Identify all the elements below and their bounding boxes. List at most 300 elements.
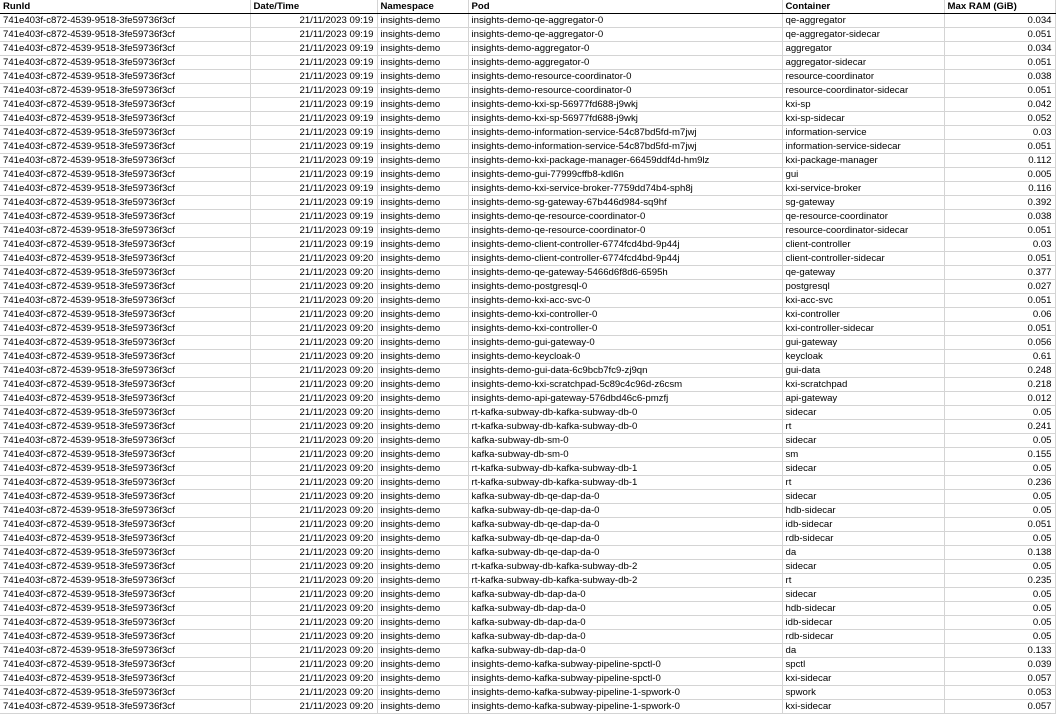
cell-runid[interactable]: 741e403f-c872-4539-9518-3fe59736f3cf: [0, 98, 250, 112]
cell-pod[interactable]: insights-demo-kxi-acc-svc-0: [468, 294, 782, 308]
cell-namespace[interactable]: insights-demo: [377, 350, 468, 364]
cell-pod[interactable]: rt-kafka-subway-db-kafka-subway-db-0: [468, 420, 782, 434]
cell-runid[interactable]: 741e403f-c872-4539-9518-3fe59736f3cf: [0, 112, 250, 126]
cell-max-ram[interactable]: 0.241: [944, 420, 1055, 434]
cell-container[interactable]: sidecar: [782, 588, 944, 602]
cell-namespace[interactable]: insights-demo: [377, 560, 468, 574]
cell-runid[interactable]: 741e403f-c872-4539-9518-3fe59736f3cf: [0, 140, 250, 154]
cell-container[interactable]: resource-coordinator-sidecar: [782, 224, 944, 238]
cell-namespace[interactable]: insights-demo: [377, 364, 468, 378]
cell-pod[interactable]: insights-demo-kxi-service-broker-7759dd74b4-sph8j: [468, 182, 782, 196]
cell-namespace[interactable]: insights-demo: [377, 224, 468, 238]
cell-pod[interactable]: kafka-subway-db-qe-dap-da-0: [468, 546, 782, 560]
cell-namespace[interactable]: insights-demo: [377, 574, 468, 588]
cell-container[interactable]: postgresql: [782, 280, 944, 294]
cell-namespace[interactable]: insights-demo: [377, 700, 468, 714]
cell-datetime[interactable]: 21/11/2023 09:19: [250, 126, 377, 140]
cell-datetime[interactable]: 21/11/2023 09:20: [250, 490, 377, 504]
cell-runid[interactable]: 741e403f-c872-4539-9518-3fe59736f3cf: [0, 294, 250, 308]
cell-container[interactable]: kxi-controller-sidecar: [782, 322, 944, 336]
cell-pod[interactable]: insights-demo-kafka-subway-pipeline-spctl-0: [468, 658, 782, 672]
cell-runid[interactable]: 741e403f-c872-4539-9518-3fe59736f3cf: [0, 210, 250, 224]
cell-max-ram[interactable]: 0.05: [944, 434, 1055, 448]
cell-container[interactable]: qe-aggregator: [782, 14, 944, 28]
cell-max-ram[interactable]: 0.034: [944, 14, 1055, 28]
cell-container[interactable]: kxi-sidecar: [782, 700, 944, 714]
cell-datetime[interactable]: 21/11/2023 09:20: [250, 616, 377, 630]
cell-runid[interactable]: 741e403f-c872-4539-9518-3fe59736f3cf: [0, 630, 250, 644]
cell-pod[interactable]: insights-demo-resource-coordinator-0: [468, 70, 782, 84]
cell-datetime[interactable]: 21/11/2023 09:20: [250, 434, 377, 448]
cell-namespace[interactable]: insights-demo: [377, 266, 468, 280]
cell-max-ram[interactable]: 0.051: [944, 518, 1055, 532]
cell-container[interactable]: api-gateway: [782, 392, 944, 406]
cell-pod[interactable]: insights-demo-kxi-scratchpad-5c89c4c96d-z6csm: [468, 378, 782, 392]
cell-runid[interactable]: 741e403f-c872-4539-9518-3fe59736f3cf: [0, 644, 250, 658]
cell-pod[interactable]: insights-demo-information-service-54c87bd5fd-m7jwj: [468, 140, 782, 154]
cell-namespace[interactable]: insights-demo: [377, 476, 468, 490]
cell-datetime[interactable]: 21/11/2023 09:19: [250, 210, 377, 224]
cell-namespace[interactable]: insights-demo: [377, 252, 468, 266]
cell-container[interactable]: da: [782, 546, 944, 560]
cell-runid[interactable]: 741e403f-c872-4539-9518-3fe59736f3cf: [0, 168, 250, 182]
cell-runid[interactable]: 741e403f-c872-4539-9518-3fe59736f3cf: [0, 364, 250, 378]
cell-namespace[interactable]: insights-demo: [377, 238, 468, 252]
cell-datetime[interactable]: 21/11/2023 09:19: [250, 70, 377, 84]
cell-namespace[interactable]: insights-demo: [377, 546, 468, 560]
cell-max-ram[interactable]: 0.61: [944, 350, 1055, 364]
cell-namespace[interactable]: insights-demo: [377, 336, 468, 350]
cell-max-ram[interactable]: 0.038: [944, 70, 1055, 84]
cell-datetime[interactable]: 21/11/2023 09:19: [250, 84, 377, 98]
cell-container[interactable]: kxi-scratchpad: [782, 378, 944, 392]
cell-namespace[interactable]: insights-demo: [377, 322, 468, 336]
cell-max-ram[interactable]: 0.235: [944, 574, 1055, 588]
cell-container[interactable]: kxi-sidecar: [782, 672, 944, 686]
cell-pod[interactable]: insights-demo-kxi-sp-56977fd688-j9wkj: [468, 112, 782, 126]
cell-pod[interactable]: kafka-subway-db-dap-da-0: [468, 630, 782, 644]
cell-max-ram[interactable]: 0.051: [944, 294, 1055, 308]
cell-namespace[interactable]: insights-demo: [377, 140, 468, 154]
cell-container[interactable]: resource-coordinator-sidecar: [782, 84, 944, 98]
cell-datetime[interactable]: 21/11/2023 09:20: [250, 392, 377, 406]
cell-container[interactable]: kxi-service-broker: [782, 182, 944, 196]
cell-container[interactable]: qe-aggregator-sidecar: [782, 28, 944, 42]
header-runid[interactable]: RunId: [0, 0, 250, 14]
cell-container[interactable]: rt: [782, 420, 944, 434]
cell-datetime[interactable]: 21/11/2023 09:20: [250, 252, 377, 266]
cell-runid[interactable]: 741e403f-c872-4539-9518-3fe59736f3cf: [0, 560, 250, 574]
cell-runid[interactable]: 741e403f-c872-4539-9518-3fe59736f3cf: [0, 434, 250, 448]
cell-runid[interactable]: 741e403f-c872-4539-9518-3fe59736f3cf: [0, 224, 250, 238]
cell-pod[interactable]: insights-demo-qe-gateway-5466d6f8d6-6595h: [468, 266, 782, 280]
cell-namespace[interactable]: insights-demo: [377, 672, 468, 686]
cell-datetime[interactable]: 21/11/2023 09:20: [250, 308, 377, 322]
cell-namespace[interactable]: insights-demo: [377, 168, 468, 182]
cell-container[interactable]: aggregator-sidecar: [782, 56, 944, 70]
cell-pod[interactable]: insights-demo-aggregator-0: [468, 56, 782, 70]
cell-max-ram[interactable]: 0.155: [944, 448, 1055, 462]
cell-pod[interactable]: insights-demo-client-controller-6774fcd4bd-9p44j: [468, 252, 782, 266]
cell-runid[interactable]: 741e403f-c872-4539-9518-3fe59736f3cf: [0, 14, 250, 28]
cell-max-ram[interactable]: 0.05: [944, 406, 1055, 420]
cell-namespace[interactable]: insights-demo: [377, 588, 468, 602]
cell-pod[interactable]: insights-demo-client-controller-6774fcd4bd-9p44j: [468, 238, 782, 252]
cell-runid[interactable]: 741e403f-c872-4539-9518-3fe59736f3cf: [0, 700, 250, 714]
cell-runid[interactable]: 741e403f-c872-4539-9518-3fe59736f3cf: [0, 574, 250, 588]
cell-max-ram[interactable]: 0.051: [944, 84, 1055, 98]
cell-container[interactable]: aggregator: [782, 42, 944, 56]
cell-datetime[interactable]: 21/11/2023 09:19: [250, 168, 377, 182]
header-max-ram[interactable]: Max RAM (GiB): [944, 0, 1055, 14]
cell-container[interactable]: kxi-sp: [782, 98, 944, 112]
cell-container[interactable]: information-service: [782, 126, 944, 140]
cell-container[interactable]: kxi-acc-svc: [782, 294, 944, 308]
cell-datetime[interactable]: 21/11/2023 09:20: [250, 630, 377, 644]
cell-runid[interactable]: 741e403f-c872-4539-9518-3fe59736f3cf: [0, 350, 250, 364]
cell-pod[interactable]: insights-demo-qe-aggregator-0: [468, 14, 782, 28]
cell-pod[interactable]: insights-demo-gui-gateway-0: [468, 336, 782, 350]
cell-namespace[interactable]: insights-demo: [377, 14, 468, 28]
cell-pod[interactable]: insights-demo-keycloak-0: [468, 350, 782, 364]
cell-pod[interactable]: kafka-subway-db-dap-da-0: [468, 588, 782, 602]
cell-runid[interactable]: 741e403f-c872-4539-9518-3fe59736f3cf: [0, 238, 250, 252]
cell-datetime[interactable]: 21/11/2023 09:20: [250, 588, 377, 602]
cell-container[interactable]: idb-sidecar: [782, 518, 944, 532]
cell-datetime[interactable]: 21/11/2023 09:20: [250, 546, 377, 560]
cell-datetime[interactable]: 21/11/2023 09:20: [250, 350, 377, 364]
cell-max-ram[interactable]: 0.012: [944, 392, 1055, 406]
cell-max-ram[interactable]: 0.05: [944, 462, 1055, 476]
cell-container[interactable]: rt: [782, 476, 944, 490]
cell-container[interactable]: hdb-sidecar: [782, 602, 944, 616]
cell-container[interactable]: kxi-sp-sidecar: [782, 112, 944, 126]
cell-namespace[interactable]: insights-demo: [377, 448, 468, 462]
cell-container[interactable]: kxi-controller: [782, 308, 944, 322]
cell-namespace[interactable]: insights-demo: [377, 434, 468, 448]
cell-datetime[interactable]: 21/11/2023 09:20: [250, 280, 377, 294]
cell-max-ram[interactable]: 0.133: [944, 644, 1055, 658]
cell-max-ram[interactable]: 0.051: [944, 140, 1055, 154]
cell-container[interactable]: client-controller-sidecar: [782, 252, 944, 266]
cell-max-ram[interactable]: 0.056: [944, 336, 1055, 350]
cell-pod[interactable]: kafka-subway-db-dap-da-0: [468, 602, 782, 616]
cell-max-ram[interactable]: 0.052: [944, 112, 1055, 126]
cell-runid[interactable]: 741e403f-c872-4539-9518-3fe59736f3cf: [0, 182, 250, 196]
cell-container[interactable]: gui-gateway: [782, 336, 944, 350]
cell-datetime[interactable]: 21/11/2023 09:20: [250, 322, 377, 336]
cell-max-ram[interactable]: 0.051: [944, 28, 1055, 42]
cell-pod[interactable]: insights-demo-kafka-subway-pipeline-spctl-0: [468, 672, 782, 686]
cell-runid[interactable]: 741e403f-c872-4539-9518-3fe59736f3cf: [0, 252, 250, 266]
cell-container[interactable]: sidecar: [782, 434, 944, 448]
cell-runid[interactable]: 741e403f-c872-4539-9518-3fe59736f3cf: [0, 420, 250, 434]
cell-pod[interactable]: insights-demo-qe-aggregator-0: [468, 28, 782, 42]
cell-runid[interactable]: 741e403f-c872-4539-9518-3fe59736f3cf: [0, 42, 250, 56]
cell-namespace[interactable]: insights-demo: [377, 378, 468, 392]
cell-runid[interactable]: 741e403f-c872-4539-9518-3fe59736f3cf: [0, 518, 250, 532]
cell-datetime[interactable]: 21/11/2023 09:20: [250, 406, 377, 420]
cell-container[interactable]: gui-data: [782, 364, 944, 378]
cell-namespace[interactable]: insights-demo: [377, 658, 468, 672]
cell-runid[interactable]: 741e403f-c872-4539-9518-3fe59736f3cf: [0, 70, 250, 84]
cell-datetime[interactable]: 21/11/2023 09:19: [250, 224, 377, 238]
cell-namespace[interactable]: insights-demo: [377, 518, 468, 532]
cell-max-ram[interactable]: 0.112: [944, 154, 1055, 168]
cell-max-ram[interactable]: 0.053: [944, 686, 1055, 700]
cell-runid[interactable]: 741e403f-c872-4539-9518-3fe59736f3cf: [0, 56, 250, 70]
cell-max-ram[interactable]: 0.034: [944, 42, 1055, 56]
cell-max-ram[interactable]: 0.042: [944, 98, 1055, 112]
cell-pod[interactable]: rt-kafka-subway-db-kafka-subway-db-0: [468, 406, 782, 420]
cell-runid[interactable]: 741e403f-c872-4539-9518-3fe59736f3cf: [0, 336, 250, 350]
cell-container[interactable]: kxi-package-manager: [782, 154, 944, 168]
cell-max-ram[interactable]: 0.039: [944, 658, 1055, 672]
cell-max-ram[interactable]: 0.057: [944, 700, 1055, 714]
cell-pod[interactable]: insights-demo-kafka-subway-pipeline-1-spwork-0: [468, 700, 782, 714]
cell-max-ram[interactable]: 0.05: [944, 588, 1055, 602]
cell-datetime[interactable]: 21/11/2023 09:20: [250, 378, 377, 392]
cell-datetime[interactable]: 21/11/2023 09:20: [250, 574, 377, 588]
cell-pod[interactable]: insights-demo-kxi-controller-0: [468, 308, 782, 322]
cell-max-ram[interactable]: 0.027: [944, 280, 1055, 294]
cell-max-ram[interactable]: 0.051: [944, 252, 1055, 266]
cell-max-ram[interactable]: 0.051: [944, 56, 1055, 70]
cell-datetime[interactable]: 21/11/2023 09:20: [250, 560, 377, 574]
cell-namespace[interactable]: insights-demo: [377, 280, 468, 294]
cell-namespace[interactable]: insights-demo: [377, 98, 468, 112]
cell-datetime[interactable]: 21/11/2023 09:20: [250, 644, 377, 658]
cell-container[interactable]: client-controller: [782, 238, 944, 252]
cell-max-ram[interactable]: 0.005: [944, 168, 1055, 182]
cell-pod[interactable]: insights-demo-aggregator-0: [468, 42, 782, 56]
cell-pod[interactable]: insights-demo-resource-coordinator-0: [468, 84, 782, 98]
cell-namespace[interactable]: insights-demo: [377, 308, 468, 322]
cell-datetime[interactable]: 21/11/2023 09:19: [250, 56, 377, 70]
cell-namespace[interactable]: insights-demo: [377, 462, 468, 476]
cell-container[interactable]: sidecar: [782, 490, 944, 504]
cell-container[interactable]: gui: [782, 168, 944, 182]
cell-runid[interactable]: 741e403f-c872-4539-9518-3fe59736f3cf: [0, 406, 250, 420]
cell-max-ram[interactable]: 0.06: [944, 308, 1055, 322]
cell-datetime[interactable]: 21/11/2023 09:19: [250, 98, 377, 112]
cell-runid[interactable]: 741e403f-c872-4539-9518-3fe59736f3cf: [0, 546, 250, 560]
cell-datetime[interactable]: 21/11/2023 09:20: [250, 364, 377, 378]
cell-datetime[interactable]: 21/11/2023 09:20: [250, 294, 377, 308]
cell-datetime[interactable]: 21/11/2023 09:19: [250, 112, 377, 126]
cell-runid[interactable]: 741e403f-c872-4539-9518-3fe59736f3cf: [0, 616, 250, 630]
cell-max-ram[interactable]: 0.377: [944, 266, 1055, 280]
cell-pod[interactable]: kafka-subway-db-sm-0: [468, 448, 782, 462]
cell-runid[interactable]: 741e403f-c872-4539-9518-3fe59736f3cf: [0, 322, 250, 336]
cell-datetime[interactable]: 21/11/2023 09:20: [250, 672, 377, 686]
header-pod[interactable]: Pod: [468, 0, 782, 14]
cell-max-ram[interactable]: 0.051: [944, 224, 1055, 238]
cell-pod[interactable]: insights-demo-information-service-54c87bd5fd-m7jwj: [468, 126, 782, 140]
cell-pod[interactable]: insights-demo-qe-resource-coordinator-0: [468, 210, 782, 224]
cell-namespace[interactable]: insights-demo: [377, 630, 468, 644]
cell-datetime[interactable]: 21/11/2023 09:20: [250, 448, 377, 462]
cell-max-ram[interactable]: 0.236: [944, 476, 1055, 490]
cell-pod[interactable]: insights-demo-gui-data-6c9bcb7fc9-zj9qn: [468, 364, 782, 378]
cell-runid[interactable]: 741e403f-c872-4539-9518-3fe59736f3cf: [0, 448, 250, 462]
cell-datetime[interactable]: 21/11/2023 09:19: [250, 154, 377, 168]
cell-namespace[interactable]: insights-demo: [377, 532, 468, 546]
cell-max-ram[interactable]: 0.05: [944, 560, 1055, 574]
cell-runid[interactable]: 741e403f-c872-4539-9518-3fe59736f3cf: [0, 476, 250, 490]
cell-container[interactable]: resource-coordinator: [782, 70, 944, 84]
cell-container[interactable]: sidecar: [782, 406, 944, 420]
cell-container[interactable]: spwork: [782, 686, 944, 700]
cell-max-ram[interactable]: 0.03: [944, 126, 1055, 140]
cell-namespace[interactable]: insights-demo: [377, 420, 468, 434]
cell-max-ram[interactable]: 0.05: [944, 602, 1055, 616]
cell-max-ram[interactable]: 0.05: [944, 504, 1055, 518]
cell-namespace[interactable]: insights-demo: [377, 392, 468, 406]
cell-namespace[interactable]: insights-demo: [377, 70, 468, 84]
cell-namespace[interactable]: insights-demo: [377, 28, 468, 42]
cell-runid[interactable]: 741e403f-c872-4539-9518-3fe59736f3cf: [0, 462, 250, 476]
cell-runid[interactable]: 741e403f-c872-4539-9518-3fe59736f3cf: [0, 266, 250, 280]
cell-max-ram[interactable]: 0.248: [944, 364, 1055, 378]
cell-datetime[interactable]: 21/11/2023 09:20: [250, 602, 377, 616]
cell-container[interactable]: rdb-sidecar: [782, 532, 944, 546]
cell-pod[interactable]: insights-demo-api-gateway-576dbd46c6-pmzfj: [468, 392, 782, 406]
cell-pod[interactable]: kafka-subway-db-qe-dap-da-0: [468, 504, 782, 518]
cell-container[interactable]: keycloak: [782, 350, 944, 364]
cell-runid[interactable]: 741e403f-c872-4539-9518-3fe59736f3cf: [0, 308, 250, 322]
cell-container[interactable]: hdb-sidecar: [782, 504, 944, 518]
cell-pod[interactable]: insights-demo-postgresql-0: [468, 280, 782, 294]
cell-runid[interactable]: 741e403f-c872-4539-9518-3fe59736f3cf: [0, 196, 250, 210]
cell-namespace[interactable]: insights-demo: [377, 210, 468, 224]
cell-pod[interactable]: rt-kafka-subway-db-kafka-subway-db-2: [468, 560, 782, 574]
cell-runid[interactable]: 741e403f-c872-4539-9518-3fe59736f3cf: [0, 532, 250, 546]
cell-namespace[interactable]: insights-demo: [377, 504, 468, 518]
cell-max-ram[interactable]: 0.138: [944, 546, 1055, 560]
header-namespace[interactable]: Namespace: [377, 0, 468, 14]
cell-datetime[interactable]: 21/11/2023 09:20: [250, 336, 377, 350]
cell-max-ram[interactable]: 0.116: [944, 182, 1055, 196]
header-container[interactable]: Container: [782, 0, 944, 14]
cell-datetime[interactable]: 21/11/2023 09:19: [250, 182, 377, 196]
cell-container[interactable]: information-service-sidecar: [782, 140, 944, 154]
cell-namespace[interactable]: insights-demo: [377, 406, 468, 420]
cell-runid[interactable]: 741e403f-c872-4539-9518-3fe59736f3cf: [0, 280, 250, 294]
cell-namespace[interactable]: insights-demo: [377, 126, 468, 140]
cell-container[interactable]: da: [782, 644, 944, 658]
cell-pod[interactable]: insights-demo-kxi-sp-56977fd688-j9wkj: [468, 98, 782, 112]
cell-pod[interactable]: insights-demo-gui-77999cffb8-kdl6n: [468, 168, 782, 182]
cell-runid[interactable]: 741e403f-c872-4539-9518-3fe59736f3cf: [0, 588, 250, 602]
cell-runid[interactable]: 741e403f-c872-4539-9518-3fe59736f3cf: [0, 672, 250, 686]
cell-container[interactable]: sidecar: [782, 462, 944, 476]
cell-namespace[interactable]: insights-demo: [377, 294, 468, 308]
cell-datetime[interactable]: 21/11/2023 09:20: [250, 462, 377, 476]
cell-namespace[interactable]: insights-demo: [377, 686, 468, 700]
cell-datetime[interactable]: 21/11/2023 09:20: [250, 686, 377, 700]
cell-datetime[interactable]: 21/11/2023 09:20: [250, 518, 377, 532]
cell-runid[interactable]: 741e403f-c872-4539-9518-3fe59736f3cf: [0, 490, 250, 504]
cell-max-ram[interactable]: 0.392: [944, 196, 1055, 210]
cell-container[interactable]: qe-gateway: [782, 266, 944, 280]
cell-namespace[interactable]: insights-demo: [377, 196, 468, 210]
cell-runid[interactable]: 741e403f-c872-4539-9518-3fe59736f3cf: [0, 392, 250, 406]
cell-namespace[interactable]: insights-demo: [377, 616, 468, 630]
cell-max-ram[interactable]: 0.05: [944, 630, 1055, 644]
cell-namespace[interactable]: insights-demo: [377, 154, 468, 168]
cell-namespace[interactable]: insights-demo: [377, 56, 468, 70]
cell-datetime[interactable]: 21/11/2023 09:20: [250, 532, 377, 546]
cell-pod[interactable]: kafka-subway-db-qe-dap-da-0: [468, 490, 782, 504]
cell-max-ram[interactable]: 0.05: [944, 490, 1055, 504]
cell-max-ram[interactable]: 0.03: [944, 238, 1055, 252]
cell-datetime[interactable]: 21/11/2023 09:20: [250, 420, 377, 434]
cell-namespace[interactable]: insights-demo: [377, 602, 468, 616]
cell-max-ram[interactable]: 0.05: [944, 616, 1055, 630]
cell-runid[interactable]: 741e403f-c872-4539-9518-3fe59736f3cf: [0, 658, 250, 672]
cell-namespace[interactable]: insights-demo: [377, 112, 468, 126]
cell-datetime[interactable]: 21/11/2023 09:19: [250, 196, 377, 210]
cell-datetime[interactable]: 21/11/2023 09:20: [250, 266, 377, 280]
cell-container[interactable]: spctl: [782, 658, 944, 672]
cell-namespace[interactable]: insights-demo: [377, 644, 468, 658]
cell-pod[interactable]: rt-kafka-subway-db-kafka-subway-db-1: [468, 476, 782, 490]
cell-runid[interactable]: 741e403f-c872-4539-9518-3fe59736f3cf: [0, 126, 250, 140]
cell-datetime[interactable]: 21/11/2023 09:20: [250, 504, 377, 518]
cell-container[interactable]: rdb-sidecar: [782, 630, 944, 644]
cell-pod[interactable]: kafka-subway-db-dap-da-0: [468, 616, 782, 630]
cell-container[interactable]: qe-resource-coordinator: [782, 210, 944, 224]
header-datetime[interactable]: Date/Time: [250, 0, 377, 14]
cell-pod[interactable]: insights-demo-sg-gateway-67b446d984-sq9hf: [468, 196, 782, 210]
cell-runid[interactable]: 741e403f-c872-4539-9518-3fe59736f3cf: [0, 84, 250, 98]
cell-pod[interactable]: rt-kafka-subway-db-kafka-subway-db-2: [468, 574, 782, 588]
cell-pod[interactable]: rt-kafka-subway-db-kafka-subway-db-1: [468, 462, 782, 476]
cell-max-ram[interactable]: 0.051: [944, 322, 1055, 336]
cell-namespace[interactable]: insights-demo: [377, 182, 468, 196]
cell-container[interactable]: sidecar: [782, 560, 944, 574]
cell-max-ram[interactable]: 0.057: [944, 672, 1055, 686]
cell-namespace[interactable]: insights-demo: [377, 490, 468, 504]
cell-runid[interactable]: 741e403f-c872-4539-9518-3fe59736f3cf: [0, 602, 250, 616]
cell-runid[interactable]: 741e403f-c872-4539-9518-3fe59736f3cf: [0, 28, 250, 42]
cell-container[interactable]: sm: [782, 448, 944, 462]
cell-datetime[interactable]: 21/11/2023 09:19: [250, 42, 377, 56]
cell-datetime[interactable]: 21/11/2023 09:20: [250, 476, 377, 490]
cell-pod[interactable]: insights-demo-kxi-package-manager-66459ddf4d-hm9lz: [468, 154, 782, 168]
cell-runid[interactable]: 741e403f-c872-4539-9518-3fe59736f3cf: [0, 686, 250, 700]
cell-pod[interactable]: kafka-subway-db-sm-0: [468, 434, 782, 448]
cell-datetime[interactable]: 21/11/2023 09:19: [250, 140, 377, 154]
cell-datetime[interactable]: 21/11/2023 09:19: [250, 28, 377, 42]
cell-max-ram[interactable]: 0.038: [944, 210, 1055, 224]
cell-runid[interactable]: 741e403f-c872-4539-9518-3fe59736f3cf: [0, 504, 250, 518]
cell-namespace[interactable]: insights-demo: [377, 84, 468, 98]
cell-pod[interactable]: insights-demo-qe-resource-coordinator-0: [468, 224, 782, 238]
cell-pod[interactable]: insights-demo-kafka-subway-pipeline-1-spwork-0: [468, 686, 782, 700]
cell-container[interactable]: sg-gateway: [782, 196, 944, 210]
cell-pod[interactable]: kafka-subway-db-qe-dap-da-0: [468, 532, 782, 546]
cell-pod[interactable]: kafka-subway-db-qe-dap-da-0: [468, 518, 782, 532]
cell-pod[interactable]: insights-demo-kxi-controller-0: [468, 322, 782, 336]
cell-pod[interactable]: kafka-subway-db-dap-da-0: [468, 644, 782, 658]
cell-runid[interactable]: 741e403f-c872-4539-9518-3fe59736f3cf: [0, 154, 250, 168]
cell-container[interactable]: idb-sidecar: [782, 616, 944, 630]
cell-datetime[interactable]: 21/11/2023 09:20: [250, 658, 377, 672]
cell-runid[interactable]: 741e403f-c872-4539-9518-3fe59736f3cf: [0, 378, 250, 392]
cell-datetime[interactable]: 21/11/2023 09:19: [250, 14, 377, 28]
